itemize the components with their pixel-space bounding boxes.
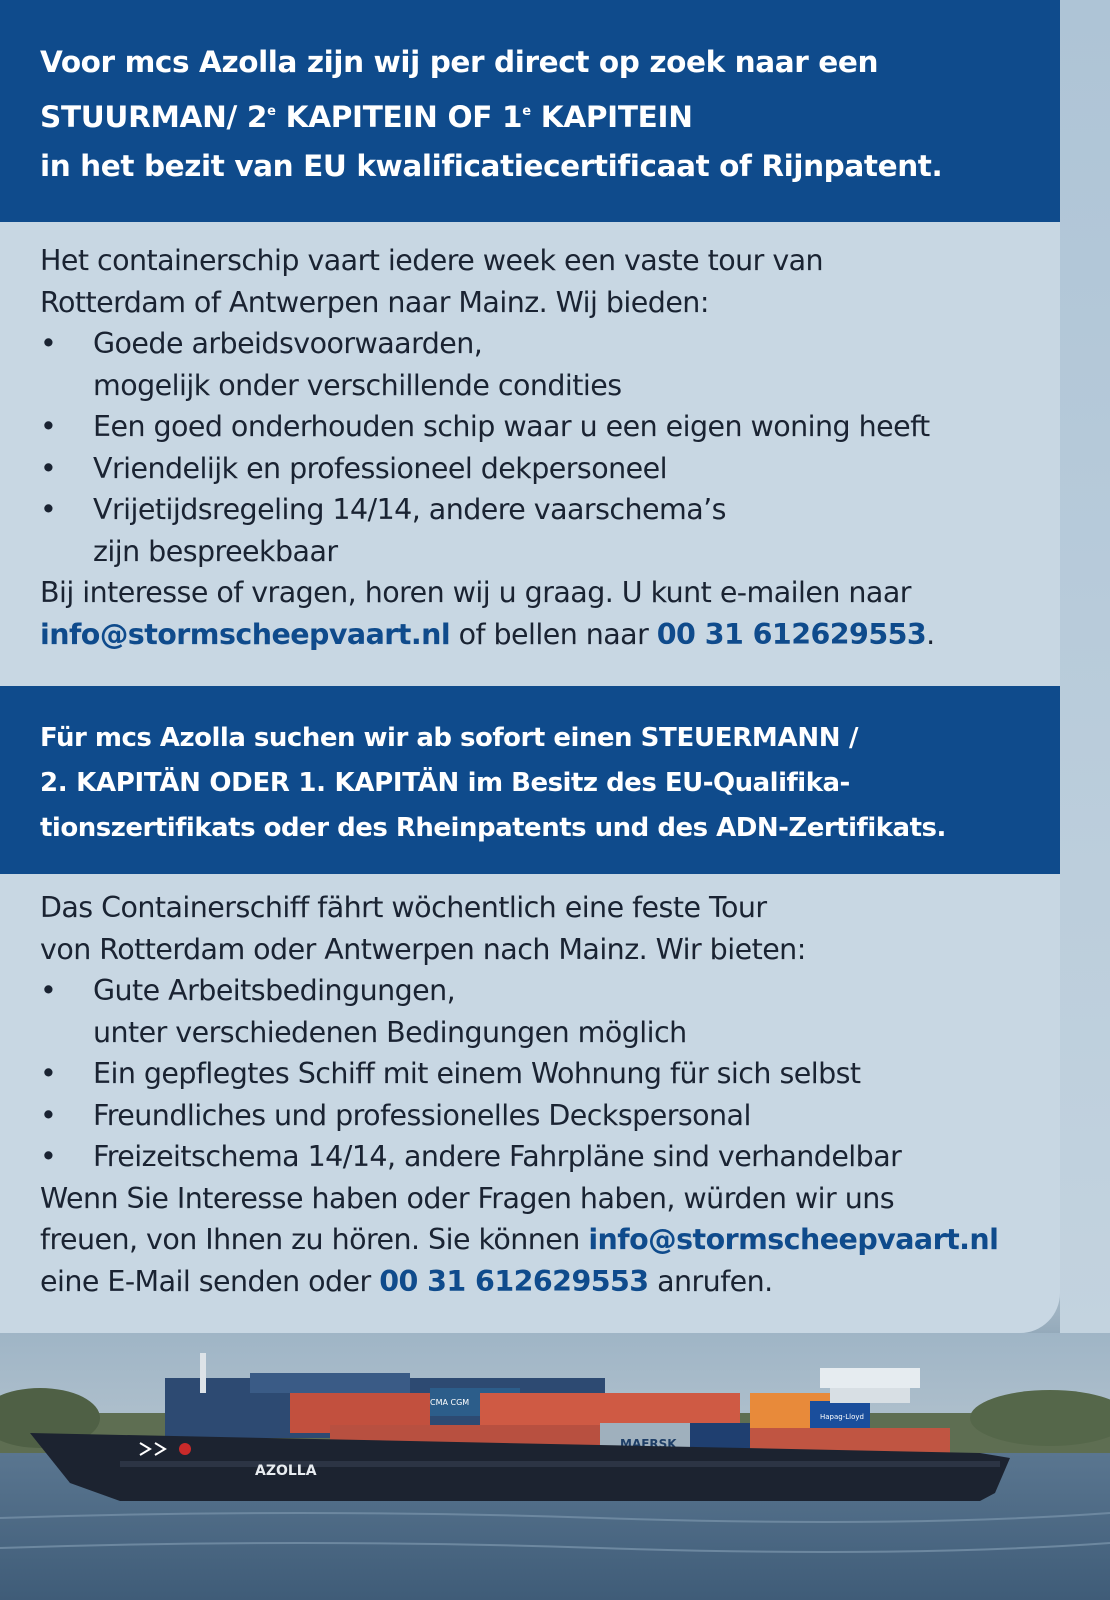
nl-header-line-3: in het bezit van EU kwalificatiecertificaat of Rijnpatent. (40, 149, 943, 183)
list-item: • Vrijetijdsregeling 14/14, andere vaarschema’s zijn bespreekbaar (40, 493, 726, 568)
de-outro-line-3: eine E-Mail senden oder 00 31 612629553 anrufen. (40, 1264, 773, 1298)
de-body (40, 887, 1060, 1302)
container-ship-photo (0, 1333, 1110, 1600)
de-phone-link[interactable]: 00 31 612629553 (379, 1264, 649, 1298)
de-email-link[interactable]: info@stormscheepvaart.nl (588, 1223, 999, 1256)
list-item: • Ein gepflegtes Schiff mit einem Wohnung für sich selbst (40, 1057, 861, 1090)
nl-outro-line-1: Bij interesse of vragen, horen wij u graag. U kunt e-mailen naar (40, 576, 911, 609)
de-intro-line-2: von Rotterdam oder Antwerpen nach Mainz. Wir bieten: (40, 932, 806, 966)
nl-header-position: STUURMAN/ 2e KAPITEIN OF 1e KAPITEIN (40, 100, 693, 134)
de-benefits-list (40, 970, 1060, 1178)
nl-intro-line-1: Het containerschip vaart iedere week een vaste tour van (40, 244, 824, 277)
de-intro-line-1: Das Containerschiff fährt wöchentlich eine feste Tour (40, 891, 767, 924)
de-header-line-1: Für mcs Azolla suchen wir ab sofort einen STEUERMANN / (40, 723, 859, 753)
list-item: • Een goed onderhouden schip waar u een eigen woning heeft (40, 410, 930, 443)
list-item: • Freundliches und professionelles Deckspersonal (40, 1098, 751, 1132)
container-label: Hapag-Lloyd (820, 1413, 864, 1421)
container-label: MAERSK (620, 1437, 677, 1451)
sky-strip (1060, 0, 1110, 1333)
list-item: • Vriendelijk en professioneel dekpersoneel (40, 451, 667, 485)
list-item: • Freizeitschema 14/14, andere Fahrpläne sind verhandelbar (40, 1140, 902, 1173)
nl-intro-line-2: Rotterdam of Antwerpen naar Mainz. Wij bieden: (40, 285, 709, 319)
de-outro-line-1: Wenn Sie Interesse haben oder Fragen haben, würden wir uns (40, 1181, 895, 1215)
list-item: • Gute Arbeitsbedingungen, unter verschiedenen Bedingungen möglich (40, 974, 687, 1049)
list-item: • Goede arbeidsvoorwaarden, mogelijk onder verschillende condities (40, 327, 622, 402)
container-label: CMA CGM (430, 1398, 470, 1407)
nl-contact-line: info@stormscheepvaart.nl of bellen naar 00 31 612629553. (40, 617, 935, 651)
de-header-line-2: 2. KAPITÄN ODER 1. KAPITÄN im Besitz des EU-Qualifika- (40, 768, 850, 798)
nl-body (40, 240, 1060, 655)
nl-header-line-1: Voor mcs Azolla zijn wij per direct op zoek naar een (40, 45, 879, 79)
nl-phone-link[interactable]: 00 31 612629553 (656, 617, 927, 651)
de-header-line-3: tionszertifikats oder des Rheinpatents und des ADN-Zertifikats. (40, 813, 946, 843)
de-header-band (0, 686, 1060, 874)
nl-email-link[interactable]: info@stormscheepvaart.nl (40, 617, 451, 651)
nl-benefits-list (40, 323, 1060, 572)
nl-header-band (0, 0, 1060, 222)
de-outro-line-2: freuen, von Ihnen zu hören. Sie können info@stormscheepvaart.nl (40, 1223, 999, 1256)
ship-name: AZOLLA (255, 1463, 317, 1479)
